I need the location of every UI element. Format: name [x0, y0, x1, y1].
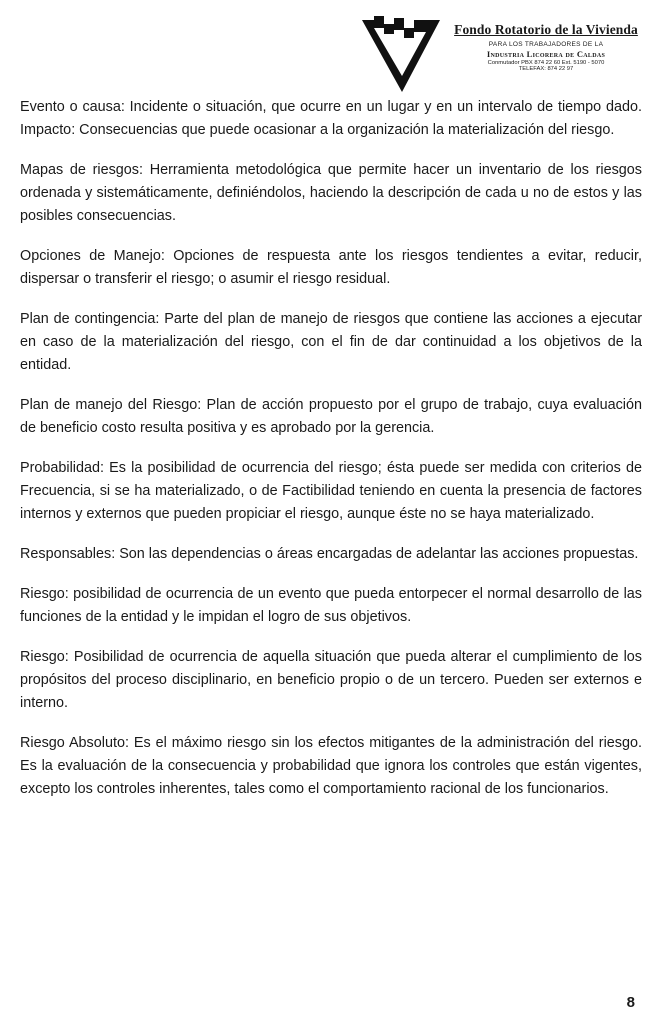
- glossary-content: [20, 96, 642, 818]
- entry-definition: Posibilidad de ocurrencia de aquella situación que pueda alterar el cumplimiento de los propósitos del proceso disciplinario, en beneficio propio o de un tercero. Pueden ser externos e interno.: [20, 649, 642, 711]
- glossary-entry-contingencia: [20, 308, 642, 377]
- entry-term: Plan de contingencia:: [20, 311, 160, 327]
- entry-definition: Es la posibilidad de ocurrencia del riesgo; ésta puede ser medida con criterios de Frecuencia, si se ha materializado, o de Factibilidad teniendo en cuenta la presencia de factores internos y externos que pueden propiciar el riesgo, aunque éste no se haya materializado.: [20, 460, 642, 522]
- glossary-entry-responsables: [20, 543, 642, 566]
- organization-phone: Conmutador PBX 874 22 60 Ext. 5190 - 5070: [487, 60, 605, 66]
- entry-term: Mapas de riesgos:: [20, 162, 143, 178]
- glossary-entry-riesgo-absoluto: [20, 732, 642, 801]
- organization-block: [448, 22, 644, 72]
- glossary-entry-mapas: [20, 159, 642, 228]
- glossary-entry-probabilidad: [20, 457, 642, 526]
- organization-subtitle: PARA LOS TRABAJADORES DE LA: [488, 41, 604, 48]
- entry-term: Plan de manejo del Riesgo:: [20, 397, 202, 413]
- entry-term: Riesgo:: [20, 649, 69, 665]
- entry-definition: Incidente o situación, que ocurre en un lugar y en un intervalo de tiempo dado. Impacto: Consecuencias que puede ocasionar a la organización la materialización del riesgo.: [20, 99, 643, 138]
- glossary-entry-riesgo-2: [20, 646, 642, 715]
- page-number: 8: [626, 994, 635, 1011]
- entry-definition: posibilidad de ocurrencia de un evento que pueda entorpecer el normal desarrollo de las funciones de la entidad y le impidan el logro de sus objetivos.: [20, 586, 642, 625]
- entry-term: Responsables:: [20, 546, 116, 562]
- letterhead: [360, 14, 650, 94]
- entry-definition: Es el máximo riesgo sin los efectos mitigantes de la administración del riesgo. Es la evaluación de la consecuencia y probabilidad que ignora los controles que están vigentes, excepto los controles inherentes, tales como el comportamiento racional de los funcionarios.: [20, 735, 643, 797]
- glossary-entry-plan-manejo: [20, 394, 642, 440]
- entry-term: Riesgo:: [20, 586, 69, 602]
- glossary-entry-opciones: [20, 245, 642, 291]
- glossary-entry-riesgo-1: [20, 583, 642, 629]
- entry-definition: Opciones de respuesta ante los riesgos tendientes a evitar, reducir, dispersar o transferir el riesgo; o asumir el riesgo residual.: [20, 248, 642, 287]
- entry-term: Evento o causa:: [20, 99, 125, 115]
- entry-definition: Herramienta metodológica que permite hacer un inventario de los riesgos ordenada y sistemáticamente, definiéndolos, haciendo la descripción de cada u no de estos y las posibles consecuencias.: [20, 162, 642, 224]
- organization-name: Fondo Rotatorio de la Vivienda: [454, 22, 638, 37]
- entry-term: Probabilidad:: [20, 460, 105, 476]
- entry-definition: Son las dependencias o áreas encargadas de adelantar las acciones propuestas.: [115, 546, 639, 562]
- glossary-entry-evento: [20, 96, 642, 142]
- organization-industry: Industria Licorera de Caldas: [486, 49, 606, 59]
- entry-definition: Plan de acción propuesto por el grupo de trabajo, cuya evaluación de beneficio costo resulta positiva y es aprobado por la gerencia.: [20, 397, 642, 436]
- entry-term: Riesgo Absoluto:: [20, 735, 129, 751]
- entry-term: Opciones de Manejo:: [20, 248, 165, 264]
- fondo-logo-icon: [360, 14, 444, 94]
- organization-fax: TELEFAX: 874 22 97: [518, 66, 574, 72]
- entry-definition: Parte del plan de manejo de riesgos que contiene las acciones a ejecutar en caso de la materialización del riesgo, con el fin de dar continuidad a los objetivos de la entidad.: [20, 311, 642, 373]
